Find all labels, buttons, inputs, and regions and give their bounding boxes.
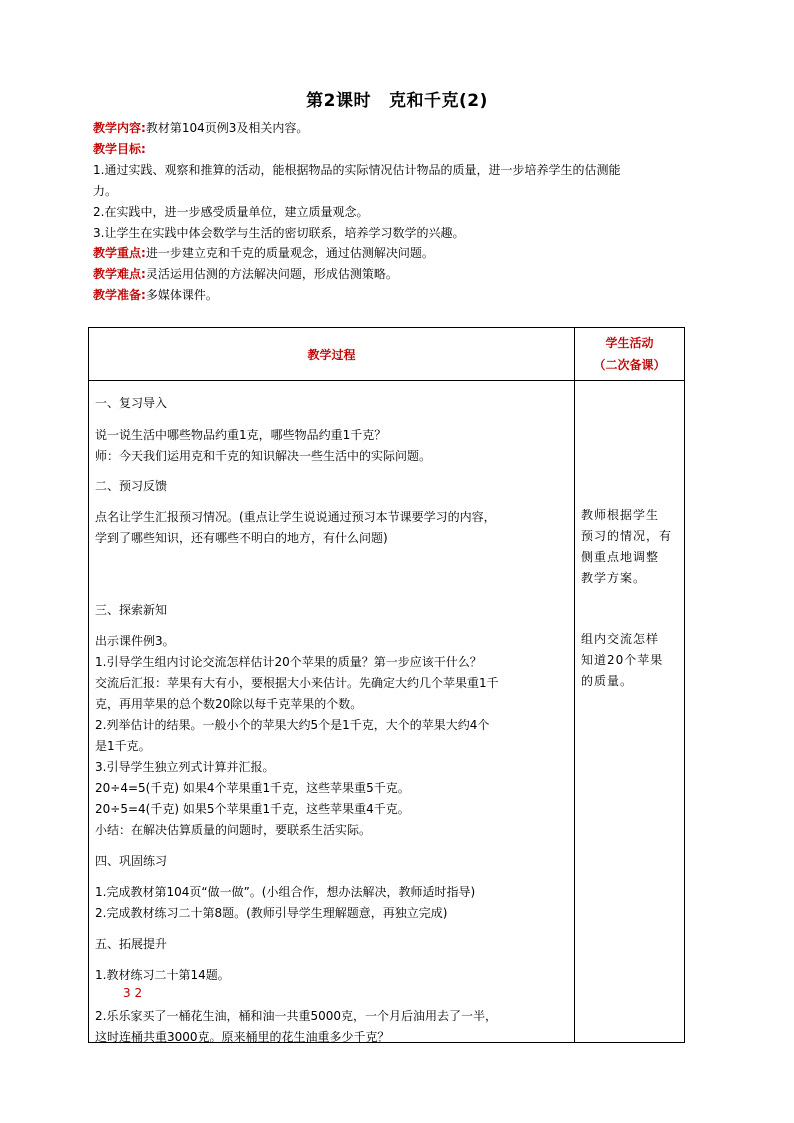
section3-line3: 交流后汇报：苹果有大有小，要根据大小来估计。先确定大约几个苹果重1千 — [95, 676, 499, 690]
teaching-goal-heading — [93, 139, 713, 160]
difficulty-text: 灵活运用估测的方法解决问题，形成估测策略。 — [145, 267, 398, 281]
header-row — [89, 328, 685, 381]
section3-line4: 克，再用苹果的总个数20除以每千克苹果的个数。 — [95, 697, 363, 711]
content-label: 教学内容: — [93, 121, 146, 135]
side-note-2-line2: 知道20个苹果 — [581, 653, 664, 667]
section3-line8: 20÷4=5(千克) 如果4个苹果重1千克，这些苹果重5千克。 — [95, 781, 410, 795]
side-note-1-line4: 教学方案。 — [581, 571, 647, 585]
section3-line1: 出示课件例3。 — [95, 634, 175, 648]
goal-label: 教学目标: — [93, 142, 146, 156]
header-student-line1: 学生活动 — [605, 336, 654, 350]
section3-line2: 1.引导学生组内讨论交流怎样估计20个苹果的质量？第一步应该干什么？ — [95, 655, 482, 669]
section1-line1: 说一说生活中哪些物品约重1克，哪些物品约重1千克？ — [95, 428, 387, 442]
side-note-2-line3: 的质量。 — [581, 674, 634, 688]
section2-line1: 点名让学生汇报预习情况。(重点让学生说说通过预习本节课要学习的内容， — [95, 510, 496, 524]
key-text: 进一步建立克和千克的质量观念，通过估测解决问题。 — [145, 246, 434, 260]
key-label: 教学重点: — [93, 246, 146, 260]
difficulty-label: 教学难点: — [93, 267, 146, 281]
section5-line1: 1.教材练习二十第14题。 — [95, 968, 230, 982]
student-activity-content — [575, 381, 684, 1042]
prep-text: 多媒体课件。 — [145, 288, 218, 302]
student-activity-cell — [575, 381, 685, 1043]
goal3: 3.让学生在实践中体会数学与生活的密切联系，培养学习数学的兴趣。 — [93, 226, 465, 240]
section4-line2: 2.完成教材练习二十第8题。(教师引导学生理解题意，再独立完成) — [95, 906, 448, 920]
side-note-1 — [581, 505, 679, 589]
section4-line1: 1.完成教材第104页“做一做”。(小组合作，想办法解决，教师适时指导) — [95, 885, 476, 899]
side-note-2 — [581, 629, 679, 692]
section1-title: 一、复习导入 — [95, 396, 168, 410]
section3-line6: 是1千克。 — [95, 739, 151, 753]
teaching-prep — [93, 285, 713, 306]
content-row — [89, 381, 685, 1043]
section4-title: 四、巩固练习 — [95, 854, 168, 868]
teaching-key — [93, 243, 713, 264]
section2-line2: 学到了哪些知识，还有哪些不明白的地方，有什么问题) — [95, 531, 388, 545]
side-note-1-line2: 预习的情况，有 — [581, 529, 673, 543]
goal2: 2.在实践中，进一步感受质量单位，建立质量观念。 — [93, 205, 369, 219]
goal1-line2: 力。 — [93, 184, 118, 198]
section5-line3: 这时连桶共重3000克。原来桶里的花生油重多少千克？ — [95, 1030, 390, 1044]
section3-title: 三、探索新知 — [95, 603, 168, 617]
page-title — [0, 86, 794, 111]
section2-title: 二、预习反馈 — [95, 479, 168, 493]
process-content — [89, 381, 574, 1042]
header-process: 教学过程 — [89, 328, 575, 381]
section5-line2: 2.乐乐家买了一桶花生油，桶和油一共重5000克，一个月后油用去了一半， — [95, 1009, 497, 1023]
side-note-2-line1: 组内交流怎样 — [581, 632, 660, 646]
section3-line9: 20÷5=4(千克) 如果5个苹果重1千克，这些苹果重4千克。 — [95, 802, 410, 816]
prep-label: 教学准备: — [93, 288, 146, 302]
title-part1: 第2课时 — [306, 91, 371, 111]
section1-line2: 师：今天我们运用克和千克的知识解决一些生活中的实际问题。 — [95, 449, 432, 463]
section3-line10: 小结：在解决估算质量的问题时，要联系生活实际。 — [95, 823, 372, 837]
lesson-table — [88, 327, 685, 1043]
section3-line7: 3.引导学生独立列式计算并汇报。 — [95, 760, 275, 774]
side-note-1-line1: 教师根据学生 — [581, 508, 660, 522]
section5-red-numbers: 3 2 — [123, 986, 143, 1000]
content-text: 教材第104页例3及相关内容。 — [145, 121, 309, 135]
section5-title: 五、拓展提升 — [95, 937, 168, 951]
teaching-content — [93, 118, 713, 139]
goal1-line1: 1.通过实践、观察和推算的活动，能根据物品的实际情况估计物品的质量，进一步培养学生的估测能 — [93, 163, 621, 177]
section3-line5: 2.列举估计的结果。一般小个的苹果大约5个是1千克，大个的苹果大约4个 — [95, 718, 490, 732]
teaching-difficulty — [93, 264, 713, 285]
header-student-line2: （二次备课） — [593, 358, 666, 372]
header-student-activity — [575, 328, 685, 381]
side-note-1-line3: 侧重点地调整 — [581, 550, 660, 564]
process-cell — [89, 381, 575, 1043]
title-part2: 克和千克(2) — [388, 91, 488, 111]
